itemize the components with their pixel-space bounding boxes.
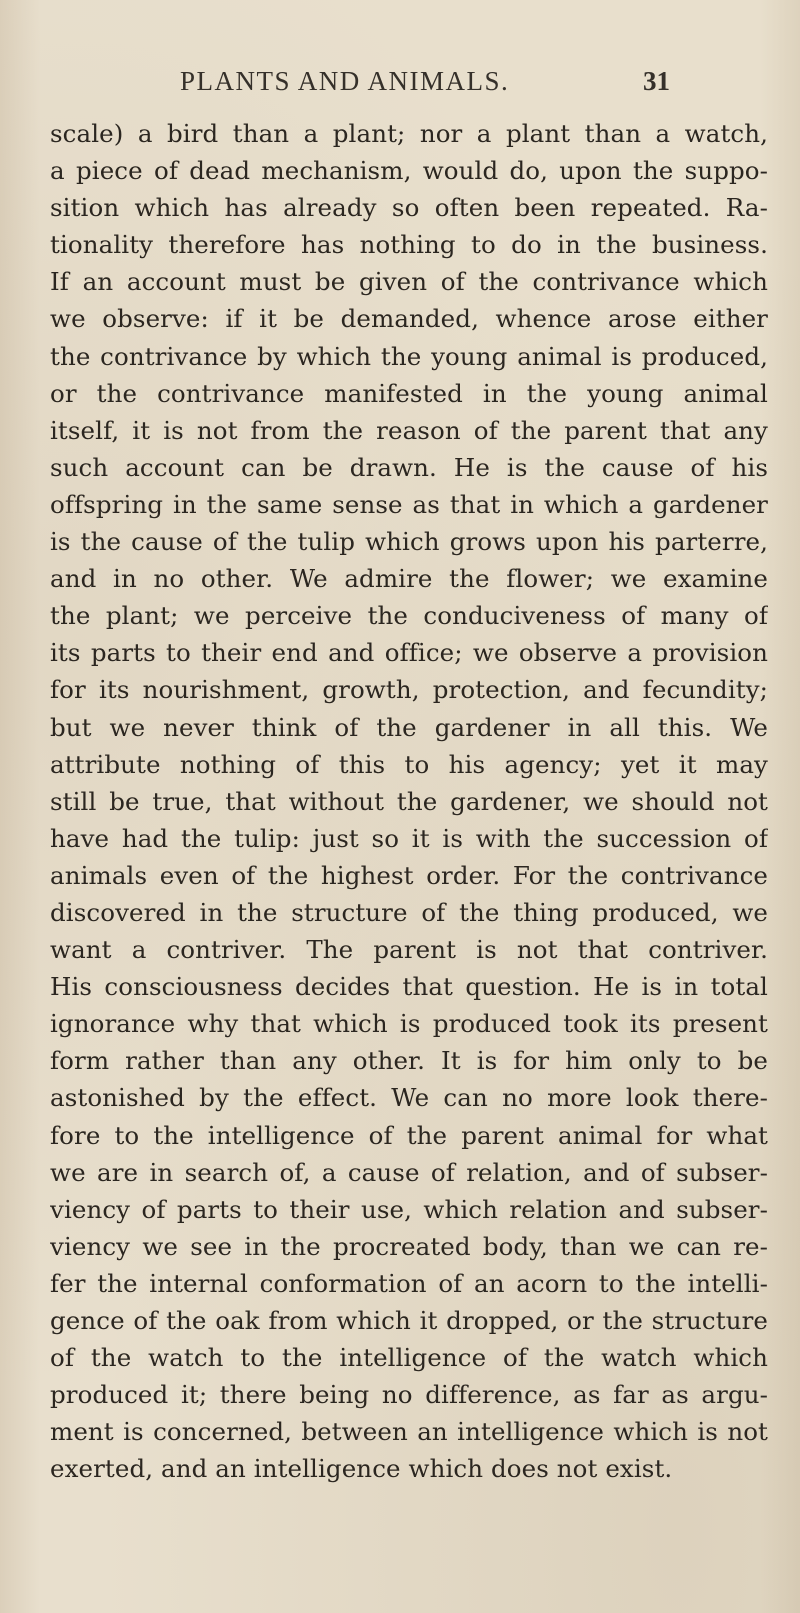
text-line: we are in search of, a cause of relation, and of subser- (50, 1157, 768, 1187)
text-line: astonished by the effect. We can no more look there- (50, 1083, 768, 1113)
text-line: form rather than any other. It is for him only to be (50, 1046, 768, 1076)
text-line: viency of parts to their use, which relation and subser- (50, 1194, 768, 1224)
text-line: the plant; we perceive the conduciveness of many of (50, 601, 768, 631)
text-line: a piece of dead mechanism, would do, upon the suppo- (50, 156, 768, 186)
text-line: offspring in the same sense as that in which a gardener (50, 489, 768, 519)
text-line: for its nourishment, growth, protection, and fecundity; (50, 675, 768, 705)
text-line: tionality therefore has nothing to do in the business. (50, 230, 768, 260)
text-line: of the watch to the intelligence of the watch which (50, 1343, 768, 1373)
page-number: 31 (643, 66, 670, 96)
text-line: the contrivance by which the young animal is produced, (50, 341, 768, 371)
text-line: His consciousness decides that question. He is in total (50, 972, 768, 1002)
text-line: or the contrivance manifested in the young animal (50, 378, 768, 408)
text-line: we observe: if it be demanded, whence arose either (50, 304, 768, 334)
text-line: fer the internal conformation of an acorn to the intelli- (50, 1268, 768, 1298)
text-line: gence of the oak from which it dropped, or the structure (50, 1306, 768, 1335)
text-line: sition which has already so often been repeated. Ra- (50, 193, 768, 223)
text-line: attribute nothing of this to his agency; yet it may (50, 749, 768, 779)
text-line: but we never think of the gardener in all this. We (50, 712, 768, 742)
text-line: fore to the intelligence of the parent animal for what (50, 1120, 768, 1150)
text-line: is the cause of the tulip which grows upon his parterre, (50, 527, 768, 557)
text-line: scale) a bird than a plant; nor a plant than a watch, (50, 119, 768, 148)
text-line: discovered in the structure of the thing produced, we (50, 897, 768, 927)
text-line: animals even of the highest order. For the contrivance (50, 860, 768, 890)
text-line: ignorance why that which is produced took its present (50, 1009, 768, 1039)
text-line: have had the tulip: just so it is with the succession of (50, 823, 768, 853)
text-line: produced it; there being no difference, as far as argu- (50, 1380, 768, 1410)
text-line: want a contriver. The parent is not that contriver. (50, 935, 768, 965)
text-line: still be true, that without the gardener, we should not (50, 786, 768, 816)
text-line: ment is concerned, between an intelligence which is not (50, 1417, 768, 1447)
page-header (0, 66, 800, 106)
text-line: its parts to their end and office; we observe a provision (50, 638, 768, 668)
body-text (50, 115, 768, 1487)
text-line: itself, it is not from the reason of the parent that any (50, 415, 768, 445)
text-line: viency we see in the procreated body, than we can re- (50, 1231, 768, 1261)
text-line: If an account must be given of the contrivance which (50, 267, 768, 297)
text-line: exerted, and an intelligence which does not exist. (50, 1454, 673, 1484)
running-title: PLANTS AND ANIMALS. (180, 66, 510, 96)
text-line: and in no other. We admire the flower; we examine (50, 564, 768, 594)
text-line: such account can be drawn. He is the cause of his (50, 452, 768, 482)
